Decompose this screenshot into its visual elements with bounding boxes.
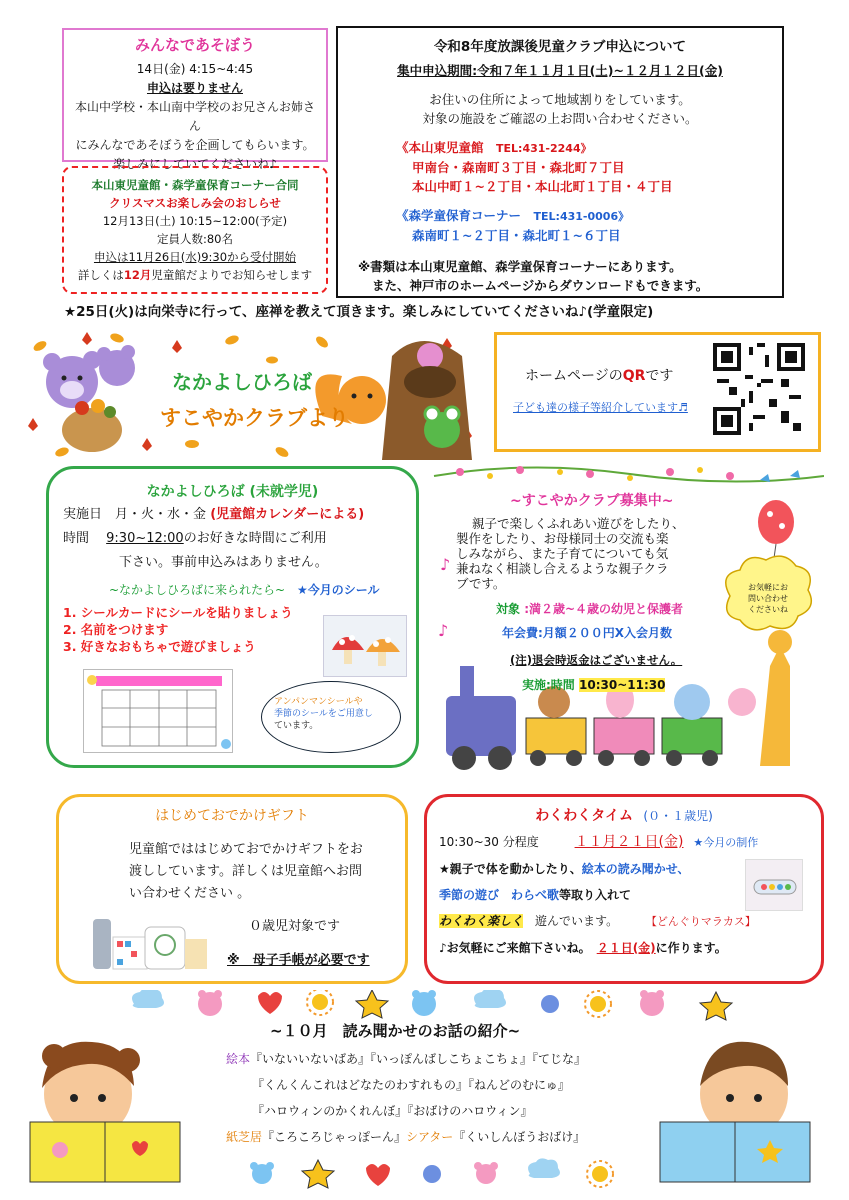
qr-text-c: です <box>645 368 674 384</box>
wakuwaku-time-box <box>424 794 824 984</box>
naka-days: 月・火・水・金 <box>115 507 207 522</box>
naka-time-label: 時間 <box>63 531 90 546</box>
waku-date: １１月２１日(金) <box>574 834 684 850</box>
naka-rule-2: 2. 名前をつけます <box>63 622 169 637</box>
apply-p2: 対象の施設をご確認の上お問い合わせください。 <box>422 111 698 126</box>
suko-p5: ブです。 <box>456 576 506 591</box>
naka-title: なかよしひろば (未就学児) <box>146 484 319 500</box>
suko-time-label: 実施:時間 <box>522 678 575 692</box>
waku-l4 <box>439 935 809 961</box>
minna-no-application: 申込は要りません <box>146 81 243 95</box>
apply-facility-1 <box>348 138 772 158</box>
xmas-capacity: 定員人数:80名 <box>156 232 233 246</box>
waku-l1a: ★親子で体を動かしたり、 <box>439 862 582 876</box>
waku-title-row <box>439 805 809 825</box>
seal-speech-bubble <box>261 681 401 753</box>
maracas-photo <box>745 859 803 911</box>
naka-rule-3: 3. 好きなおもちゃで遊びましょう <box>63 639 256 654</box>
naka-time-note: のお好きな時間にご利用 <box>183 531 327 546</box>
apply-h2: 《森学童保育コーナー <box>396 208 522 223</box>
books-label-kami: 紙芝居 <box>226 1130 263 1144</box>
waku-age: (０・１歳児) <box>643 809 713 823</box>
reading-section <box>0 990 849 1200</box>
zazen-notice: ★25日(火)は向栄寺に行って、座禅を教えて頂きます。楽しみにしていてくださいね♪(学童限定) <box>64 304 654 320</box>
suko-refund: (注)退会時返金はございません。 <box>510 653 683 667</box>
apply-area-2: 本山中町１~２丁目・本山北町１丁目・４丁目 <box>412 179 673 194</box>
apply-facility-2 <box>348 206 772 226</box>
suko-title: ~すこやかクラブ募集中~ <box>510 493 674 509</box>
book-4: 『ころころじゃっぽーん』 <box>262 1130 407 1144</box>
book-1: 『いないいないばあ』『いっぽんばしこちょこちょ』『てじな』 <box>250 1052 587 1066</box>
naka-sub-row <box>63 581 402 598</box>
apply-area-3: 森南町１~２丁目・森北町１~６丁目 <box>412 228 621 243</box>
bubble-line-3: ています。 <box>274 721 319 731</box>
hajime-target: ０歳児対象です <box>249 919 341 934</box>
naka-rule-1: 1. シールカードにシールを貼りましょう <box>63 605 293 620</box>
after-school-club-box <box>336 26 784 298</box>
waku-l1b: 絵本の読み聞かせ、 <box>581 862 690 876</box>
waku-l4a: ♪お気軽にご来館下さいね。 <box>439 941 585 955</box>
naka-sub: ~なかよしひろばに来られたら~ <box>109 583 286 597</box>
qr-text <box>525 365 673 385</box>
apply-tel2: TEL:431-0006》 <box>533 210 630 223</box>
naka-time: 9:30~12:00 <box>106 531 184 546</box>
apply-h1: 《本山東児童館 <box>396 140 484 155</box>
qr-code[interactable] <box>713 343 805 435</box>
xmas-title-2a: クリスマスお楽しみ会 <box>109 196 224 210</box>
xmas-detail-c: 児童館だよりでお知らせします <box>151 268 313 282</box>
minna-line-1: 本山中学校・本山南中学校のお兄さんお姉さん <box>74 100 315 133</box>
xmas-date: 12月13日(土) 10:15~12:00(予定) <box>102 214 288 228</box>
banner-title-1: なかよしひろば <box>172 370 312 394</box>
waku-maracas: 【どんぐりマラカス】 <box>645 915 756 928</box>
apply-period: 集中申込期間:令和７年１１月１日(土)~１２月１２日(金) <box>397 63 723 78</box>
xmas-detail <box>70 266 320 284</box>
books-list <box>226 1046 666 1150</box>
waku-l3b: 遊んでいます。 <box>535 914 619 928</box>
books-label-theater: シアター <box>406 1130 454 1144</box>
gift-photo <box>89 909 209 973</box>
svg-text:♪: ♪ <box>438 621 449 640</box>
naka-seal: ★今月のシール <box>296 583 380 597</box>
minna-line-2: にみんなであそぼうを企画してもらいます。 <box>75 138 315 152</box>
qr-code-image <box>713 343 805 435</box>
suko-target-row <box>496 600 683 617</box>
naka-days-label: 実施日 <box>63 507 103 522</box>
waku-l3 <box>439 908 809 935</box>
hajime-l2: 渡ししています。詳しくは児童館へお問 <box>129 864 362 879</box>
banner-illustration <box>22 326 490 460</box>
waku-l3a: わくわく楽しく <box>439 914 524 928</box>
minna-title: みんなであそぼう <box>134 36 255 54</box>
bubble-line-1: アンパンマンシールや <box>274 697 363 707</box>
hajime-desc <box>73 839 391 905</box>
bubble-line-2: 季節のシールをご用意し <box>274 709 373 719</box>
books-label-ehon: 絵本 <box>226 1052 251 1066</box>
book-2: 『くんくんこれはどなたのわすれもの』『ねんどのむにゅ』 <box>252 1078 570 1092</box>
hajime-note: ※ 母子手帳が必要です <box>227 953 370 968</box>
apply-note-1: ※書類は本山東児童館、森学童保育コーナーにあります。 <box>358 259 682 274</box>
seal-card-image <box>83 669 233 753</box>
maracas-icon <box>746 860 804 912</box>
apply-note-2: また、神戸市のホームページからダウンロードもできます。 <box>372 278 709 293</box>
book-3: 『ハロウィンのかくれんぼ』『おばけのハロウィン』 <box>252 1104 533 1118</box>
qr-text-b: QR <box>622 368 646 384</box>
suko-p4: 兼ねなく相談し合えるような親子クラ <box>456 561 669 576</box>
christmas-event-box <box>62 166 328 294</box>
naka-days-row <box>63 503 402 527</box>
minna-time: 14日(金) 4:15~4:45 <box>136 62 254 76</box>
sukoyaka-club-area <box>430 466 824 784</box>
suko-p3: しみながら、また子育てについても気 <box>456 546 669 561</box>
suko-cloud-text <box>730 582 806 615</box>
waku-l2b: わらべ歌 <box>511 888 560 902</box>
suko-time-row <box>522 676 665 693</box>
suko-cloud-2: 問い合わせ <box>748 594 788 603</box>
xmas-title-1: 本山東児童館・森学童保育コーナー合同 <box>91 178 299 192</box>
minna-line-3: 楽しみにしていてくださいね♪ <box>113 157 277 171</box>
xmas-detail-b: 12月 <box>123 268 152 282</box>
nakayoshi-hiroba-box <box>46 466 419 768</box>
suko-target: :満２歳~４歳の幼児と保護者 <box>524 602 684 616</box>
suko-desc <box>456 516 756 591</box>
suko-cloud-1: お気軽にお <box>748 583 788 592</box>
waku-title: わくわくタイム <box>535 808 633 824</box>
book-5: 『くいしんぼうおばけ』 <box>453 1130 586 1144</box>
xmas-detail-a: 詳しくは <box>77 268 124 282</box>
seal-card-art <box>84 670 234 754</box>
xmas-title-2b: のおしらせ <box>223 196 281 210</box>
gift-items-art <box>89 909 209 973</box>
suko-fee: 年会費:月額２００円X入会月数 <box>502 626 673 640</box>
apply-tel1: TEL:431-2244》 <box>496 142 592 155</box>
mushroom-sticker-icon <box>324 616 408 678</box>
banner-title-2: すこやかクラブより <box>160 406 349 430</box>
hajime-l1: 児童館でははじめておでかけギフトをお <box>129 842 363 857</box>
apply-title: 令和8年度放課後児童クラブ申込について <box>433 39 687 55</box>
svg-text:♪: ♪ <box>440 555 451 574</box>
waku-l2a: 季節の遊び <box>439 888 500 902</box>
hajime-title: はじめておでかけギフト <box>155 808 309 824</box>
naka-days-note: (児童館カレンダーによる) <box>210 507 365 522</box>
naka-time-row <box>63 527 402 551</box>
suko-cloud-3: くださいね <box>748 605 788 614</box>
first-outing-gift-box <box>56 794 408 984</box>
apply-p1: お住いの住所によって地域割りをしています。 <box>429 92 691 107</box>
qr-link[interactable]: 子ども達の様子等紹介しています♬ <box>513 401 688 414</box>
waku-l2c: 等取り入れて <box>559 888 632 902</box>
books-title: ~１０月 読み聞かせのお話の紹介~ <box>270 1022 521 1040</box>
books-row-4 <box>226 1124 666 1150</box>
xmas-apply: 申込は11月26日(水)9:30から受付開始 <box>93 250 297 264</box>
xmas-title-2 <box>70 194 320 212</box>
naka-time-note-2: 下さい。事前申込みはありません。 <box>119 555 328 570</box>
waku-l4b: ２１日(金) <box>596 941 656 955</box>
apply-area-1: 甲南台・森南町３丁目・森北町７丁目 <box>412 160 625 175</box>
minna-asobou-box <box>62 28 328 171</box>
waku-l4c: に作ります。 <box>655 941 727 955</box>
sticker-photo <box>323 615 407 677</box>
hajime-l3: い合わせください 。 <box>129 886 251 901</box>
suko-p2: 製作をしたり、お母様同士の交流も楽 <box>456 531 669 546</box>
waku-craft: ★今月の制作 <box>693 836 759 849</box>
homepage-qr-box <box>494 332 821 452</box>
books-row-1 <box>226 1046 666 1072</box>
qr-text-a: ホームページの <box>525 368 623 384</box>
suko-target-label: 対象 <box>496 602 521 616</box>
waku-time: 10:30~30 分程度 <box>439 835 539 849</box>
suko-p1: 親子で楽しくふれあい遊びをしたり、 <box>472 516 685 531</box>
waku-time-row <box>439 829 809 856</box>
suko-time: 10:30~11:30 <box>579 678 666 692</box>
